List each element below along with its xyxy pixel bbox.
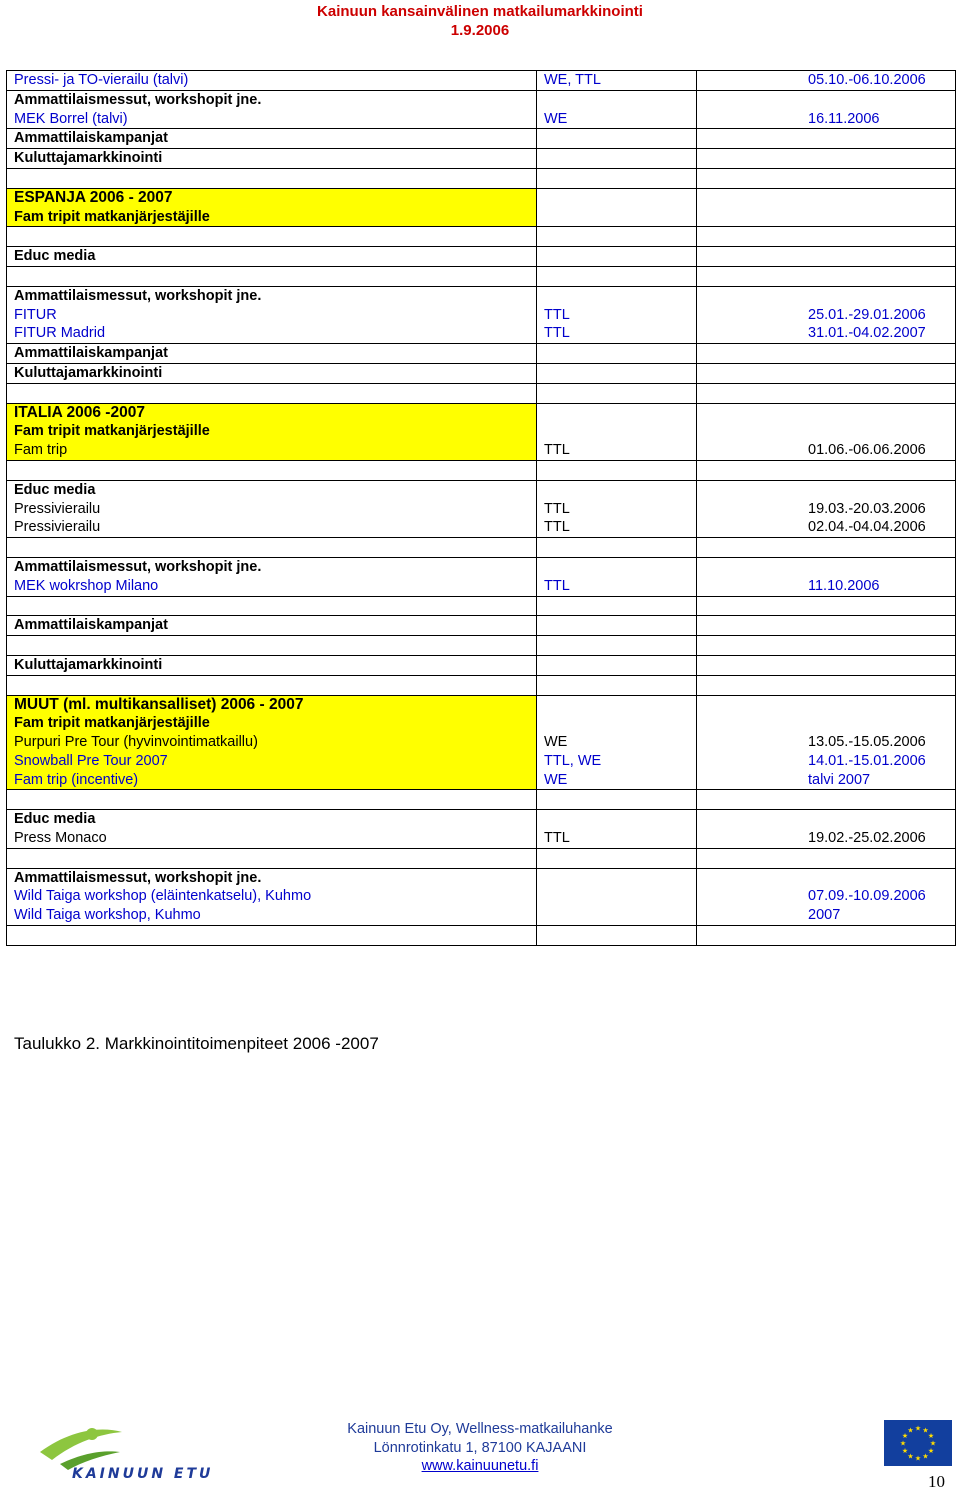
responsible-text [544,404,696,423]
responsible-cell [537,655,697,675]
document-header [0,2,960,40]
activity-text: Fam tripit matkanjärjestäjille [14,715,210,732]
responsible-cell [537,810,697,849]
date-cell [697,286,956,343]
date-cell [697,403,956,460]
eu-stars [884,1420,952,1466]
date-text [808,714,955,733]
responsible-text: TTL [544,325,570,342]
responsible-cell [537,344,697,364]
activity-text [14,790,536,809]
date-text: 31.01.-04.02.2007 [808,325,926,342]
activity-cell [7,286,537,343]
eu-star-icon: ★ [899,1440,907,1448]
responsible-text [544,287,696,306]
responsible-cell [537,247,697,267]
date-text: talvi 2007 [808,771,871,788]
responsible-cell [537,480,697,537]
date-text [808,790,955,809]
table-row [7,266,956,286]
activity-text: Pressivierailu [14,500,101,517]
activity-text: Ammattilaiskampanjat [14,130,168,147]
responsible-text [544,616,696,635]
responsible-text [544,887,696,906]
date-cell [697,168,956,188]
date-text: 14.01.-15.01.2006 [808,752,926,769]
date-cell [697,596,956,616]
date-cell [697,926,956,946]
table-row [7,616,956,636]
responsible-text [544,267,696,286]
table-row [7,790,956,810]
responsible-cell [537,790,697,810]
activity-text: FITUR Madrid [14,325,106,342]
activity-cell [7,71,537,91]
date-cell [697,848,956,868]
date-text: 16.11.2006 [808,110,880,127]
activity-text: Press Monaco [14,830,107,847]
activity-text: MUUT (ml. multikansalliset) 2006 - 2007 [14,695,304,713]
responsible-text: TTL, WE [544,752,602,769]
responsible-text [544,208,696,227]
date-cell [697,129,956,149]
date-cell [697,480,956,537]
responsible-text: TTL [544,306,570,323]
table-row [7,655,956,675]
table-row [7,848,956,868]
activity-text: ITALIA 2006 -2007 [14,403,145,421]
date-text [808,656,955,675]
date-cell [697,188,956,227]
date-text [808,129,955,148]
table-row [7,695,956,790]
table-row [7,188,956,227]
table-row [7,383,956,403]
date-cell [697,695,956,790]
date-cell [697,538,956,558]
activity-text: Pressi- ja TO-vierailu (talvi) [14,72,189,88]
activity-cell [7,168,537,188]
responsible-text [544,869,696,888]
table-body [7,71,956,946]
date-text: 07.09.-10.09.2006 [808,888,926,905]
activity-text: Educ media [14,248,96,265]
eu-star-icon: ★ [901,1433,909,1440]
activity-cell [7,227,537,247]
activity-text: Kuluttajamarkkinointi [14,364,163,381]
table-row [7,168,956,188]
table-row [7,636,956,656]
activity-cell [7,266,537,286]
responsible-text [544,169,696,188]
responsible-cell [537,557,697,596]
responsible-cell [537,188,697,227]
page-number: 10 [928,1472,945,1491]
activity-cell [7,480,537,537]
responsible-cell [537,675,697,695]
table-row [7,129,956,149]
activity-text: Ammattilaiskampanjat [14,617,168,634]
activity-text: Educ media [14,481,96,498]
responsible-text: TTL [544,830,570,847]
date-cell [697,655,956,675]
activity-text: FITUR [14,306,57,323]
date-cell [697,790,956,810]
activity-text [14,538,536,557]
activity-text [14,636,536,655]
date-cell [697,460,956,480]
eu-star-icon: ★ [927,1433,935,1440]
responsible-cell [537,596,697,616]
activity-text: Educ media [14,811,96,828]
activity-text: Fam tripit matkanjärjestäjille [14,208,210,225]
activity-cell [7,383,537,403]
date-text [808,597,955,616]
date-text: 01.06.-06.06.2006 [808,442,926,459]
date-text [808,344,955,363]
date-cell [697,675,956,695]
date-cell [697,383,956,403]
activity-text: Wild Taiga workshop, Kuhmo [14,907,201,924]
responsible-cell [537,383,697,403]
date-text [808,364,955,383]
activity-text [14,849,536,868]
table-row [7,227,956,247]
date-cell [697,227,956,247]
responsible-text: WE, TTL [544,72,601,88]
eu-star-icon: ★ [907,1453,914,1461]
date-text [808,169,955,188]
activity-text [14,267,536,286]
activity-text [14,926,536,945]
responsible-text [544,461,696,480]
responsible-text [544,247,696,266]
date-text [808,91,955,110]
responsible-cell [537,403,697,460]
date-text: 02.04.-04.04.2006 [808,519,926,536]
activity-cell [7,616,537,636]
date-cell [697,557,956,596]
table-row [7,363,956,383]
table-row [7,149,956,169]
activity-text: MEK wokrshop Milano [14,577,159,594]
date-text [808,189,955,208]
responsible-text [544,91,696,110]
date-text [808,227,955,246]
date-text [808,616,955,635]
date-text [808,287,955,306]
date-text [808,676,955,695]
responsible-text [544,810,696,829]
activity-cell [7,90,537,129]
activity-text: Kuluttajamarkkinointi [14,150,163,167]
activity-cell [7,675,537,695]
activity-text [14,676,536,695]
date-cell [697,90,956,129]
responsible-text [544,422,696,441]
date-text [808,869,955,888]
responsible-cell [537,129,697,149]
activity-text: Kuluttajamarkkinointi [14,656,163,673]
responsible-cell [537,149,697,169]
date-cell [697,149,956,169]
date-text [808,267,955,286]
responsible-text [544,538,696,557]
responsible-text: WE [544,110,568,127]
responsible-text [544,906,696,925]
activity-cell [7,363,537,383]
responsible-text [544,189,696,208]
responsible-cell [537,636,697,656]
activity-cell [7,460,537,480]
responsible-text [544,636,696,655]
footer-contact [320,1420,640,1476]
responsible-text [544,129,696,148]
logo-text: KAINUUN ETU [72,1466,214,1482]
activity-cell [7,926,537,946]
activity-text [14,384,536,403]
date-text: 13.05.-15.05.2006 [808,734,926,751]
eu-star-icon: ★ [914,1425,922,1433]
responsible-cell [537,266,697,286]
responsible-text [544,849,696,868]
date-text [808,247,955,266]
date-cell [697,363,956,383]
responsible-cell [537,460,697,480]
responsible-text: TTL [544,442,570,459]
date-text: 11.10.2006 [808,577,880,594]
footer-website-link[interactable]: www.kainuunetu.fi [421,1458,539,1474]
logo-swoosh-icon [30,1422,230,1482]
responsible-cell [537,168,697,188]
table-row [7,926,956,946]
marketing-plan-table [6,70,956,946]
responsible-text [544,481,696,500]
activity-cell [7,636,537,656]
responsible-cell [537,71,697,91]
table-row [7,810,956,849]
kainuun-etu-logo [30,1422,230,1482]
date-text [808,384,955,403]
responsible-text [544,597,696,616]
date-text: 25.01.-29.01.2006 [808,306,926,323]
date-cell [697,810,956,849]
responsible-cell [537,538,697,558]
responsible-text: WE [544,771,568,788]
responsible-text [544,149,696,168]
eu-flag-icon [884,1420,952,1466]
activity-cell [7,868,537,925]
date-text [808,558,955,577]
table-caption: Taulukko 2. Markkinointitoimenpiteet 2006 -2007 [14,1034,379,1053]
responsible-text [544,227,696,246]
activity-cell [7,188,537,227]
table-row [7,403,956,460]
activity-text: ESPANJA 2006 - 2007 [14,188,173,206]
activity-cell [7,810,537,849]
activity-text: Snowball Pre Tour 2007 [14,752,168,769]
table-row [7,71,956,91]
activity-cell [7,149,537,169]
activity-cell [7,538,537,558]
activity-text: MEK Borrel (talvi) [14,110,128,127]
responsible-cell [537,286,697,343]
table-row [7,460,956,480]
eu-star-icon: ★ [922,1427,929,1435]
responsible-cell [537,695,697,790]
responsible-cell [537,868,697,925]
activity-cell [7,247,537,267]
activity-cell [7,695,537,790]
activity-text [14,461,536,480]
table-row [7,480,956,537]
responsible-text: WE [544,734,568,751]
responsible-text [544,714,696,733]
date-text: 2007 [808,907,841,924]
date-text [808,422,955,441]
activity-text [14,227,536,246]
date-cell [697,71,956,91]
responsible-text [544,676,696,695]
activity-cell [7,790,537,810]
activity-text: Fam trip (incentive) [14,771,139,788]
activity-text: Fam trip [14,442,68,459]
header-date: 1.9.2006 [450,22,510,39]
table-row [7,596,956,616]
activity-text [14,169,536,188]
date-text [808,149,955,168]
responsible-text: TTL [544,577,570,594]
table-row [7,286,956,343]
responsible-cell [537,363,697,383]
date-cell [697,636,956,656]
table-row [7,675,956,695]
responsible-cell [537,227,697,247]
date-cell [697,868,956,925]
responsible-cell [537,616,697,636]
activity-text [14,597,536,616]
table-row [7,538,956,558]
responsible-text [544,656,696,675]
date-text [808,208,955,227]
activity-text: Ammattilaiskampanjat [14,345,168,362]
activity-text: Fam tripit matkanjärjestäjille [14,423,210,440]
activity-text: Ammattilaismessut, workshopit jne. [14,287,262,304]
footer-company: Kainuun Etu Oy, Wellness-matkailuhanke [347,1421,613,1437]
responsible-text: TTL [544,519,570,536]
date-cell [697,247,956,267]
date-text [808,481,955,500]
activity-cell [7,557,537,596]
activity-cell [7,129,537,149]
date-text: 19.02.-25.02.2006 [808,830,926,847]
eu-star-icon: ★ [927,1448,935,1455]
responsible-text [544,344,696,363]
table-row [7,868,956,925]
table-row [7,247,956,267]
eu-star-icon: ★ [907,1427,914,1435]
date-text: 05.10.-06.10.2006 [808,72,926,88]
table-row [7,90,956,129]
date-text [808,538,955,557]
responsible-text [544,364,696,383]
activity-text: Wild Taiga workshop (eläintenkatselu), Kuhmo [14,888,312,905]
responsible-text: TTL [544,500,570,517]
date-text: 19.03.-20.03.2006 [808,500,926,517]
activity-text: Ammattilaismessut, workshopit jne. [14,869,262,886]
activity-text: Ammattilaismessut, workshopit jne. [14,91,262,108]
date-text [808,810,955,829]
responsible-text [544,926,696,945]
date-cell [697,266,956,286]
activity-cell [7,655,537,675]
responsible-cell [537,90,697,129]
responsible-cell [537,848,697,868]
date-text [808,636,955,655]
activity-cell [7,596,537,616]
activity-text: Purpuri Pre Tour (hyvinvointimatkaillu) [14,734,258,751]
date-text [808,849,955,868]
activity-cell [7,344,537,364]
activity-cell [7,848,537,868]
date-cell [697,344,956,364]
responsible-text [544,384,696,403]
eu-star-icon: ★ [922,1453,929,1461]
responsible-text [544,696,696,715]
activity-cell [7,403,537,460]
date-text [808,404,955,423]
table-row [7,557,956,596]
eu-star-icon: ★ [929,1440,937,1448]
date-text [808,926,955,945]
responsible-text [544,558,696,577]
activity-text: Pressivierailu [14,519,101,536]
date-text [808,696,955,715]
date-cell [697,616,956,636]
activity-text: Ammattilaismessut, workshopit jne. [14,558,262,575]
table-row [7,344,956,364]
header-title: Kainuun kansainvälinen matkailumarkkinointi [317,3,643,20]
footer-address: Lönnrotinkatu 1, 87100 KAJAANI [373,1439,587,1456]
date-text [808,461,955,480]
responsible-text [544,790,696,809]
eu-star-icon: ★ [901,1448,909,1455]
responsible-cell [537,926,697,946]
eu-star-icon: ★ [914,1455,922,1463]
